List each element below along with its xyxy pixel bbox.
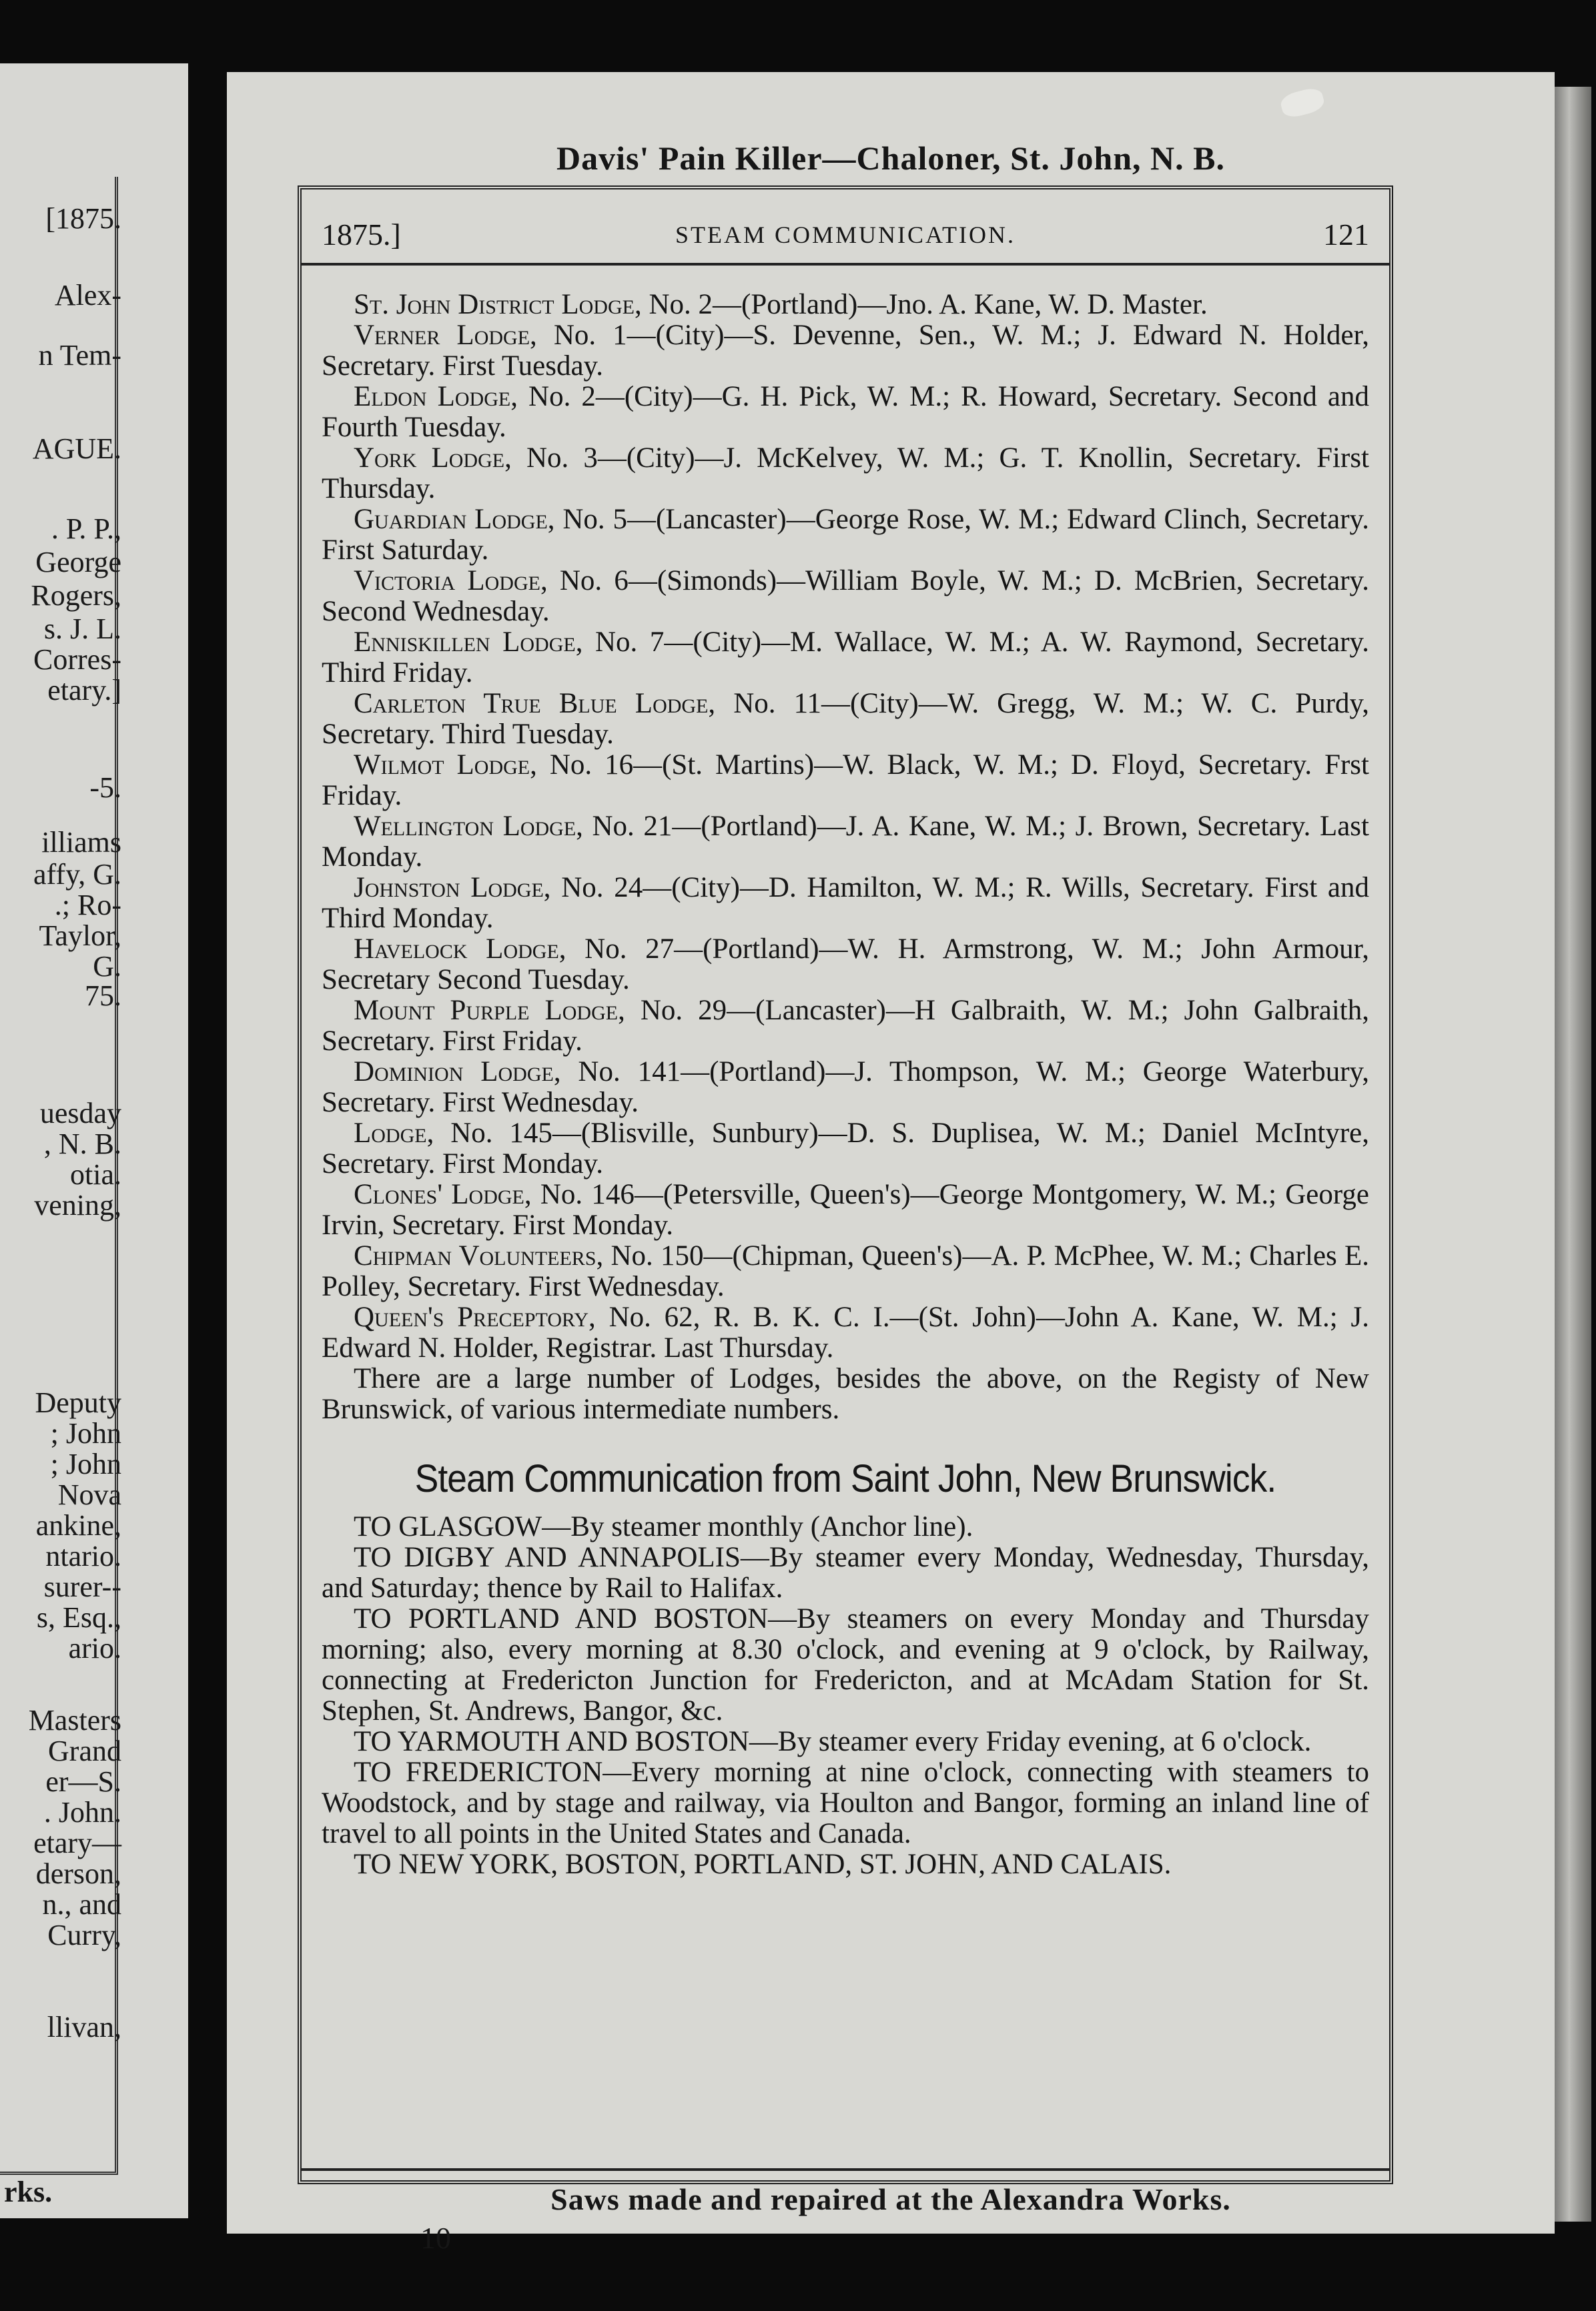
left-page-text-fragment: illiams xyxy=(41,826,121,859)
steam-route: TO FREDERICTON—Every morning at nine o'clock, connecting with steamers to Woodstock, and by stage and railway, via Houlton and Bangor, forming an inland line of travel to all points in the United States and Canada. xyxy=(322,1757,1369,1849)
book-page-edge xyxy=(1555,87,1591,2222)
left-page-text-fragment: G. xyxy=(93,950,121,983)
lodge-entry xyxy=(322,566,1369,627)
left-page-text-fragment: Deputy xyxy=(35,1386,121,1419)
lodge-details: , No. 141—(Portland)—J. Thompson, W. M.; George Waterbury, Secretary. First Wednesday. xyxy=(322,1056,1369,1118)
lodge-details: , No. 1—(City)—S. Devenne, Sen., W. M.; J. Edward N. Holder, Secretary. First Tuesday. xyxy=(322,320,1369,382)
left-page-text-fragment: ario. xyxy=(68,1632,121,1665)
lodge-name: Verner Lodge xyxy=(354,320,530,351)
left-page-text-fragment: Curry, xyxy=(47,1919,121,1951)
left-page-text-fragment: ntario. xyxy=(45,1540,121,1572)
left-page-text-fragment: George xyxy=(35,546,121,578)
folio-number: 10 xyxy=(420,2221,451,2255)
lodge-details: , No. 16—(St. Martins)—W. Black, W. M.; D. Floyd, Secretary. Frst Friday. xyxy=(322,749,1369,811)
lodge-name: Eldon Lodge xyxy=(354,381,511,412)
lodge-name: Carleton True Blue Lodge xyxy=(354,688,709,719)
lodge-name: York Lodge xyxy=(354,442,505,474)
lodge-entry xyxy=(322,1180,1369,1241)
left-page-text-fragment: s. J. L. xyxy=(43,612,121,645)
lodges-note: There are a large number of Lodges, besides the above, on the Registy of New Brunswick, of various intermediate numbers. xyxy=(322,1363,1369,1425)
steam-route: TO DIGBY AND ANNAPOLIS—By steamer every Monday, Wednesday, Thursday, and Saturday; thence by Rail to Halifax. xyxy=(322,1542,1369,1604)
page-content xyxy=(322,290,1369,1880)
lodge-details: , No. 3—(City)—J. McKelvey, W. M.; G. T. Knollin, Secretary. First Thursday. xyxy=(322,442,1369,504)
left-page-text-fragment: er—S. xyxy=(45,1765,121,1798)
running-head-advert: Davis' Pain Killer—Chaloner, St. John, N. B. xyxy=(556,139,1225,177)
lodge-details: , No. 11—(City)—W. Gregg, W. M.; W. C. Purdy, Secretary. Third Tuesday. xyxy=(322,688,1369,750)
lodge-details: , No. 24—(City)—D. Hamilton, W. M.; R. Wills, Secretary. First and Third Monday. xyxy=(322,872,1369,934)
footer-advert: Saws made and repaired at the Alexandra Works. xyxy=(550,2182,1231,2216)
lodge-details: , No. 146—(Petersville, Queen's)—George Montgomery, W. M.; George Irvin, Secretary. First Monday. xyxy=(322,1179,1369,1241)
lodge-name: Wilmot Lodge xyxy=(354,749,530,781)
lodge-details: , No. 145—(Blisville, Sunbury)—D. S. Duplisea, W. M.; Daniel McIntyre, Secretary. First Monday. xyxy=(322,1117,1369,1180)
left-page-text-fragment: . John. xyxy=(43,1796,121,1829)
lodge-name: Enniskillen Lodge xyxy=(354,626,576,658)
lodge-name: Havelock Lodge xyxy=(354,933,559,965)
lodge-name: Wellington Lodge xyxy=(354,811,576,842)
lodge-details: , No. 29—(Lancaster)—H Galbraith, W. M.; John Galbraith, Secretary. First Friday. xyxy=(322,995,1369,1057)
left-page-text-fragment: n Tem- xyxy=(38,339,121,372)
left-page-text-fragment: Nova xyxy=(57,1478,121,1511)
steam-route-list xyxy=(322,1512,1369,1880)
lodge-entry xyxy=(322,934,1369,995)
footer-rule xyxy=(302,2168,1389,2171)
lodge-entry xyxy=(322,1057,1369,1118)
lodge-name: Guardian Lodge xyxy=(354,504,548,535)
lodge-entry xyxy=(322,1241,1369,1302)
lodge-name: Lodge xyxy=(354,1117,427,1149)
left-page-text-fragment: .; Ro- xyxy=(54,889,121,921)
left-page-text-fragment: uesday xyxy=(39,1097,121,1129)
lodge-entry xyxy=(322,1118,1369,1180)
left-page-text-fragment: ; John xyxy=(50,1417,121,1450)
left-page-text-fragment: Taylor, xyxy=(39,919,121,952)
left-page-text-fragment: llivan, xyxy=(47,2011,121,2043)
page-frame xyxy=(298,185,1393,2184)
left-page-text-fragment: [1875. xyxy=(45,202,121,235)
lodge-details: , No. 27—(Portland)—W. H. Armstrong, W. M.; John Armour, Secretary Second Tuesday. xyxy=(322,933,1369,995)
lodge-entry xyxy=(322,688,1369,750)
header-section-title: STEAM COMMUNICATION. xyxy=(675,221,1016,248)
left-page-text-fragment: s, Esq., xyxy=(36,1601,121,1634)
lodge-name: St. John District Lodge xyxy=(354,289,635,320)
steam-section-title: Steam Communication from Saint John, New Brunswick. xyxy=(414,1457,1276,1500)
left-page-text-fragment: AGUE. xyxy=(32,432,121,465)
lodge-entry xyxy=(322,627,1369,688)
lodge-name: Chipman Volunteers xyxy=(354,1240,596,1272)
lodge-details: , No. 2—(Portland)—Jno. A. Kane, W. D. Master. xyxy=(634,289,1208,320)
left-page-text-fragment: affy, G. xyxy=(33,858,121,891)
left-page-text-fragment: surer-- xyxy=(43,1570,121,1603)
left-page-text-fragment: n., and xyxy=(42,1888,121,1921)
lodge-entry xyxy=(322,320,1369,382)
page-header xyxy=(322,215,1369,255)
left-page-text-fragment: derson, xyxy=(35,1857,121,1890)
lodge-entry xyxy=(322,382,1369,443)
lodge-entry xyxy=(322,873,1369,934)
lodge-entry xyxy=(322,504,1369,566)
lodge-entry xyxy=(322,1302,1369,1364)
lodge-list xyxy=(322,290,1369,1364)
left-page-text-fragment: vening, xyxy=(34,1189,121,1222)
left-page xyxy=(0,63,188,2218)
lodge-entry xyxy=(322,443,1369,504)
lodge-details: , No. 7—(City)—M. Wallace, W. M.; A. W. Raymond, Secretary. Third Friday. xyxy=(322,626,1370,688)
lodge-entry xyxy=(322,290,1369,320)
left-page-text-fragment: etary— xyxy=(33,1827,121,1859)
steam-route: TO NEW YORK, BOSTON, PORTLAND, ST. JOHN, AND CALAIS. xyxy=(354,1849,1172,1880)
lodge-name: Clones' Lodge xyxy=(354,1179,524,1210)
left-page-text-fragment: -5. xyxy=(89,771,121,804)
lodge-entry xyxy=(322,750,1369,811)
lodge-details: , No. 6—(Simonds)—William Boyle, W. M.; D. McBrien, Secretary. Second Wednesday. xyxy=(322,565,1369,627)
header-year: 1875.] xyxy=(322,217,401,252)
left-page-text-fragment: , N. B. xyxy=(43,1127,121,1160)
lodge-name: Queen's Preceptory xyxy=(354,1302,589,1333)
lodge-entry xyxy=(322,811,1369,873)
left-page-text-fragment: Masters xyxy=(28,1704,121,1737)
left-page-text-fragment: Rogers, xyxy=(31,579,121,612)
lodge-name: Johnston Lodge xyxy=(354,872,544,903)
left-page-text-fragment: Corres- xyxy=(33,643,121,676)
header-page-number: 121 xyxy=(1323,217,1369,252)
lodge-details: , No. 21—(Portland)—J. A. Kane, W. M.; J. Brown, Secretary. Last Monday. xyxy=(322,811,1369,873)
lodge-details: , No. 2—(City)—G. H. Pick, W. M.; R. Howard, Secretary. Second and Fourth Tuesday. xyxy=(322,381,1369,443)
lodge-name: Mount Purple Lodge xyxy=(354,995,619,1026)
right-page xyxy=(227,72,1555,2255)
paper-speck xyxy=(1278,85,1326,119)
lodge-details: , No. 5—(Lancaster)—George Rose, W. M.; Edward Clinch, Secretary. First Saturday. xyxy=(322,504,1370,566)
lodge-details: , No. 62, R. B. K. C. I.—(St. John)—John A. Kane, W. M.; J. Edward N. Holder, Registrar. Last Thursday. xyxy=(322,1302,1370,1364)
lodge-details: , No. 150—(Chipman, Queen's)—A. P. McPhee, W. M.; Charles E. Polley, Secretary. First Wednesday. xyxy=(322,1240,1370,1302)
left-page-text-fragment: Grand xyxy=(48,1735,121,1767)
left-page-text-fragment: 75. xyxy=(85,979,121,1012)
steam-route: TO YARMOUTH AND BOSTON—By steamer every Friday evening, at 6 o'clock. xyxy=(354,1726,1312,1757)
steam-route: TO GLASGOW—By steamer monthly (Anchor line). xyxy=(354,1511,973,1542)
left-page-text-fragment: otia. xyxy=(70,1158,121,1191)
left-page-text-fragment: etary.] xyxy=(47,674,121,707)
lodge-name: Dominion Lodge xyxy=(354,1056,554,1087)
left-page-text-fragment: ankine, xyxy=(35,1509,121,1542)
header-rule xyxy=(302,263,1389,266)
left-page-text-fragment: Alex- xyxy=(54,279,121,312)
left-page-text-fragment: . P. P., xyxy=(51,512,121,545)
steam-route: TO PORTLAND AND BOSTON—By steamers on every Monday and Thursday morning; also, every morning at 8.30 o'clock, and evening at 9 o'clock, by Railway, connecting at Fredericton Junction for Fredericton, and at McAdam Station for St. Stephen, St. Andrews, Bangor, &c. xyxy=(322,1603,1369,1727)
left-page-footer-fragment: rks. xyxy=(4,2176,53,2208)
left-page-text-fragment: ; John xyxy=(50,1448,121,1480)
lodge-entry xyxy=(322,995,1369,1057)
lodge-name: Victoria Lodge xyxy=(354,565,540,596)
